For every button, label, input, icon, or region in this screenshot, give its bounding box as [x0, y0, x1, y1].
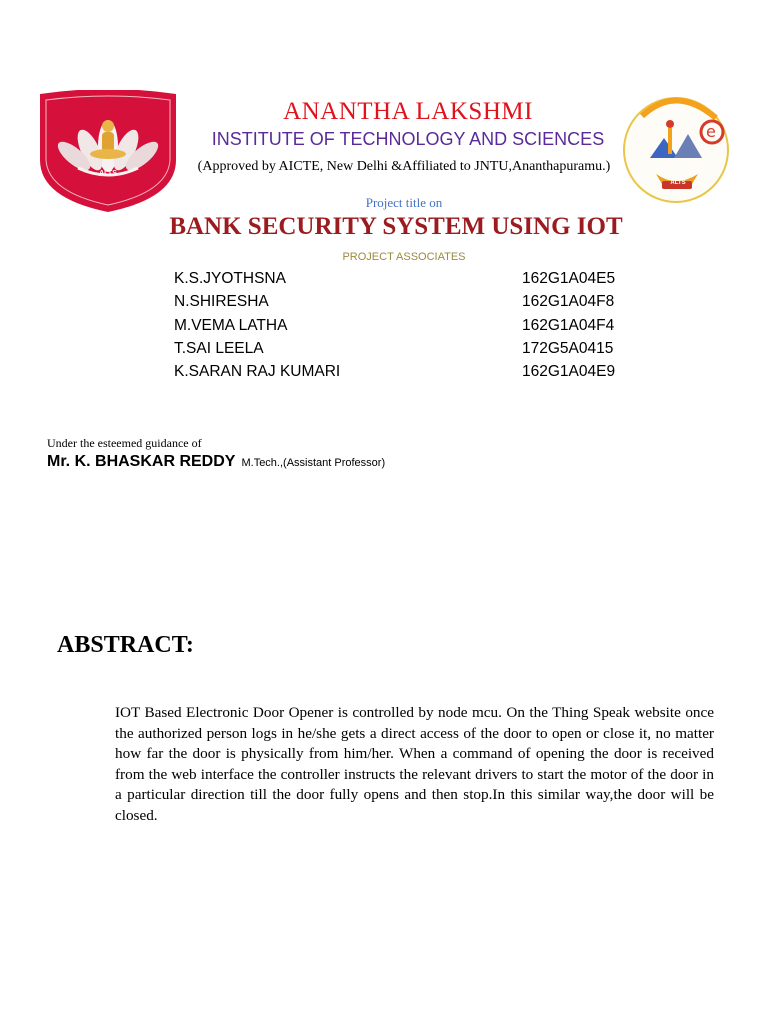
associate-name: M.VEMA LATHA: [174, 316, 288, 334]
guide-line: [47, 453, 385, 471]
institute-name: ANANTHA LAKSHMI: [283, 98, 533, 125]
project-title: BANK SECURITY SYSTEM USING IOT: [169, 213, 623, 240]
associate-row: [174, 270, 634, 293]
associate-row: [174, 293, 634, 316]
abstract-body: IOT Based Electronic Door Opener is controlled by node mcu. On the Thing Speak website once the authorized person logs in he/she gets a direct access of the door to open or close it, no matter how far the door is physically from him/her. When a command of opening the door is received from the web interface the controller instructs the relevant drivers to start the motor of the door in a particular direction till the door fully opens and then stop.In this similar way,the door will be closed.: [115, 704, 714, 824]
associate-row: [174, 363, 634, 386]
guide-qualification: M.Tech.,(Assistant Professor): [241, 457, 386, 469]
svg-text:e: e: [706, 122, 716, 141]
right-logo-badge: ALTS: [670, 180, 686, 186]
associates-list: [174, 270, 634, 386]
project-title-prefix: Project title on: [365, 195, 443, 210]
guide-name: Mr. K. BHASKAR REDDY: [47, 453, 236, 470]
approval-line: (Approved by AICTE, New Delhi &Affiliated to JNTU,Ananthapuramu.): [197, 159, 611, 174]
associate-roll: 162G1A04E9: [522, 363, 616, 381]
associate-name: K.SARAN RAJ KUMARI: [174, 363, 341, 381]
associate-row: [174, 340, 634, 363]
associate-row: [174, 317, 634, 340]
associate-name: K.S.JYOTHSNA: [174, 270, 286, 287]
associate-roll: 162G1A04F8: [522, 293, 615, 311]
associate-name: T.SAI LEELA: [174, 339, 264, 357]
associates-heading: PROJECT ASSOCIATES: [342, 251, 466, 263]
associate-roll: 172G5A0415: [522, 339, 614, 357]
guidance-intro: Under the esteemed guidance of: [47, 436, 202, 450]
institute-subtitle: INSTITUTE OF TECHNOLOGY AND SCIENCES: [211, 129, 605, 149]
abstract-heading: ABSTRACT:: [57, 632, 194, 658]
associate-name: N.SHIRESHA: [174, 293, 269, 311]
left-logo-label: ALTS: [99, 170, 117, 177]
associate-roll: 162G1A04E5: [522, 270, 616, 287]
associate-roll: 162G1A04F4: [522, 316, 615, 334]
